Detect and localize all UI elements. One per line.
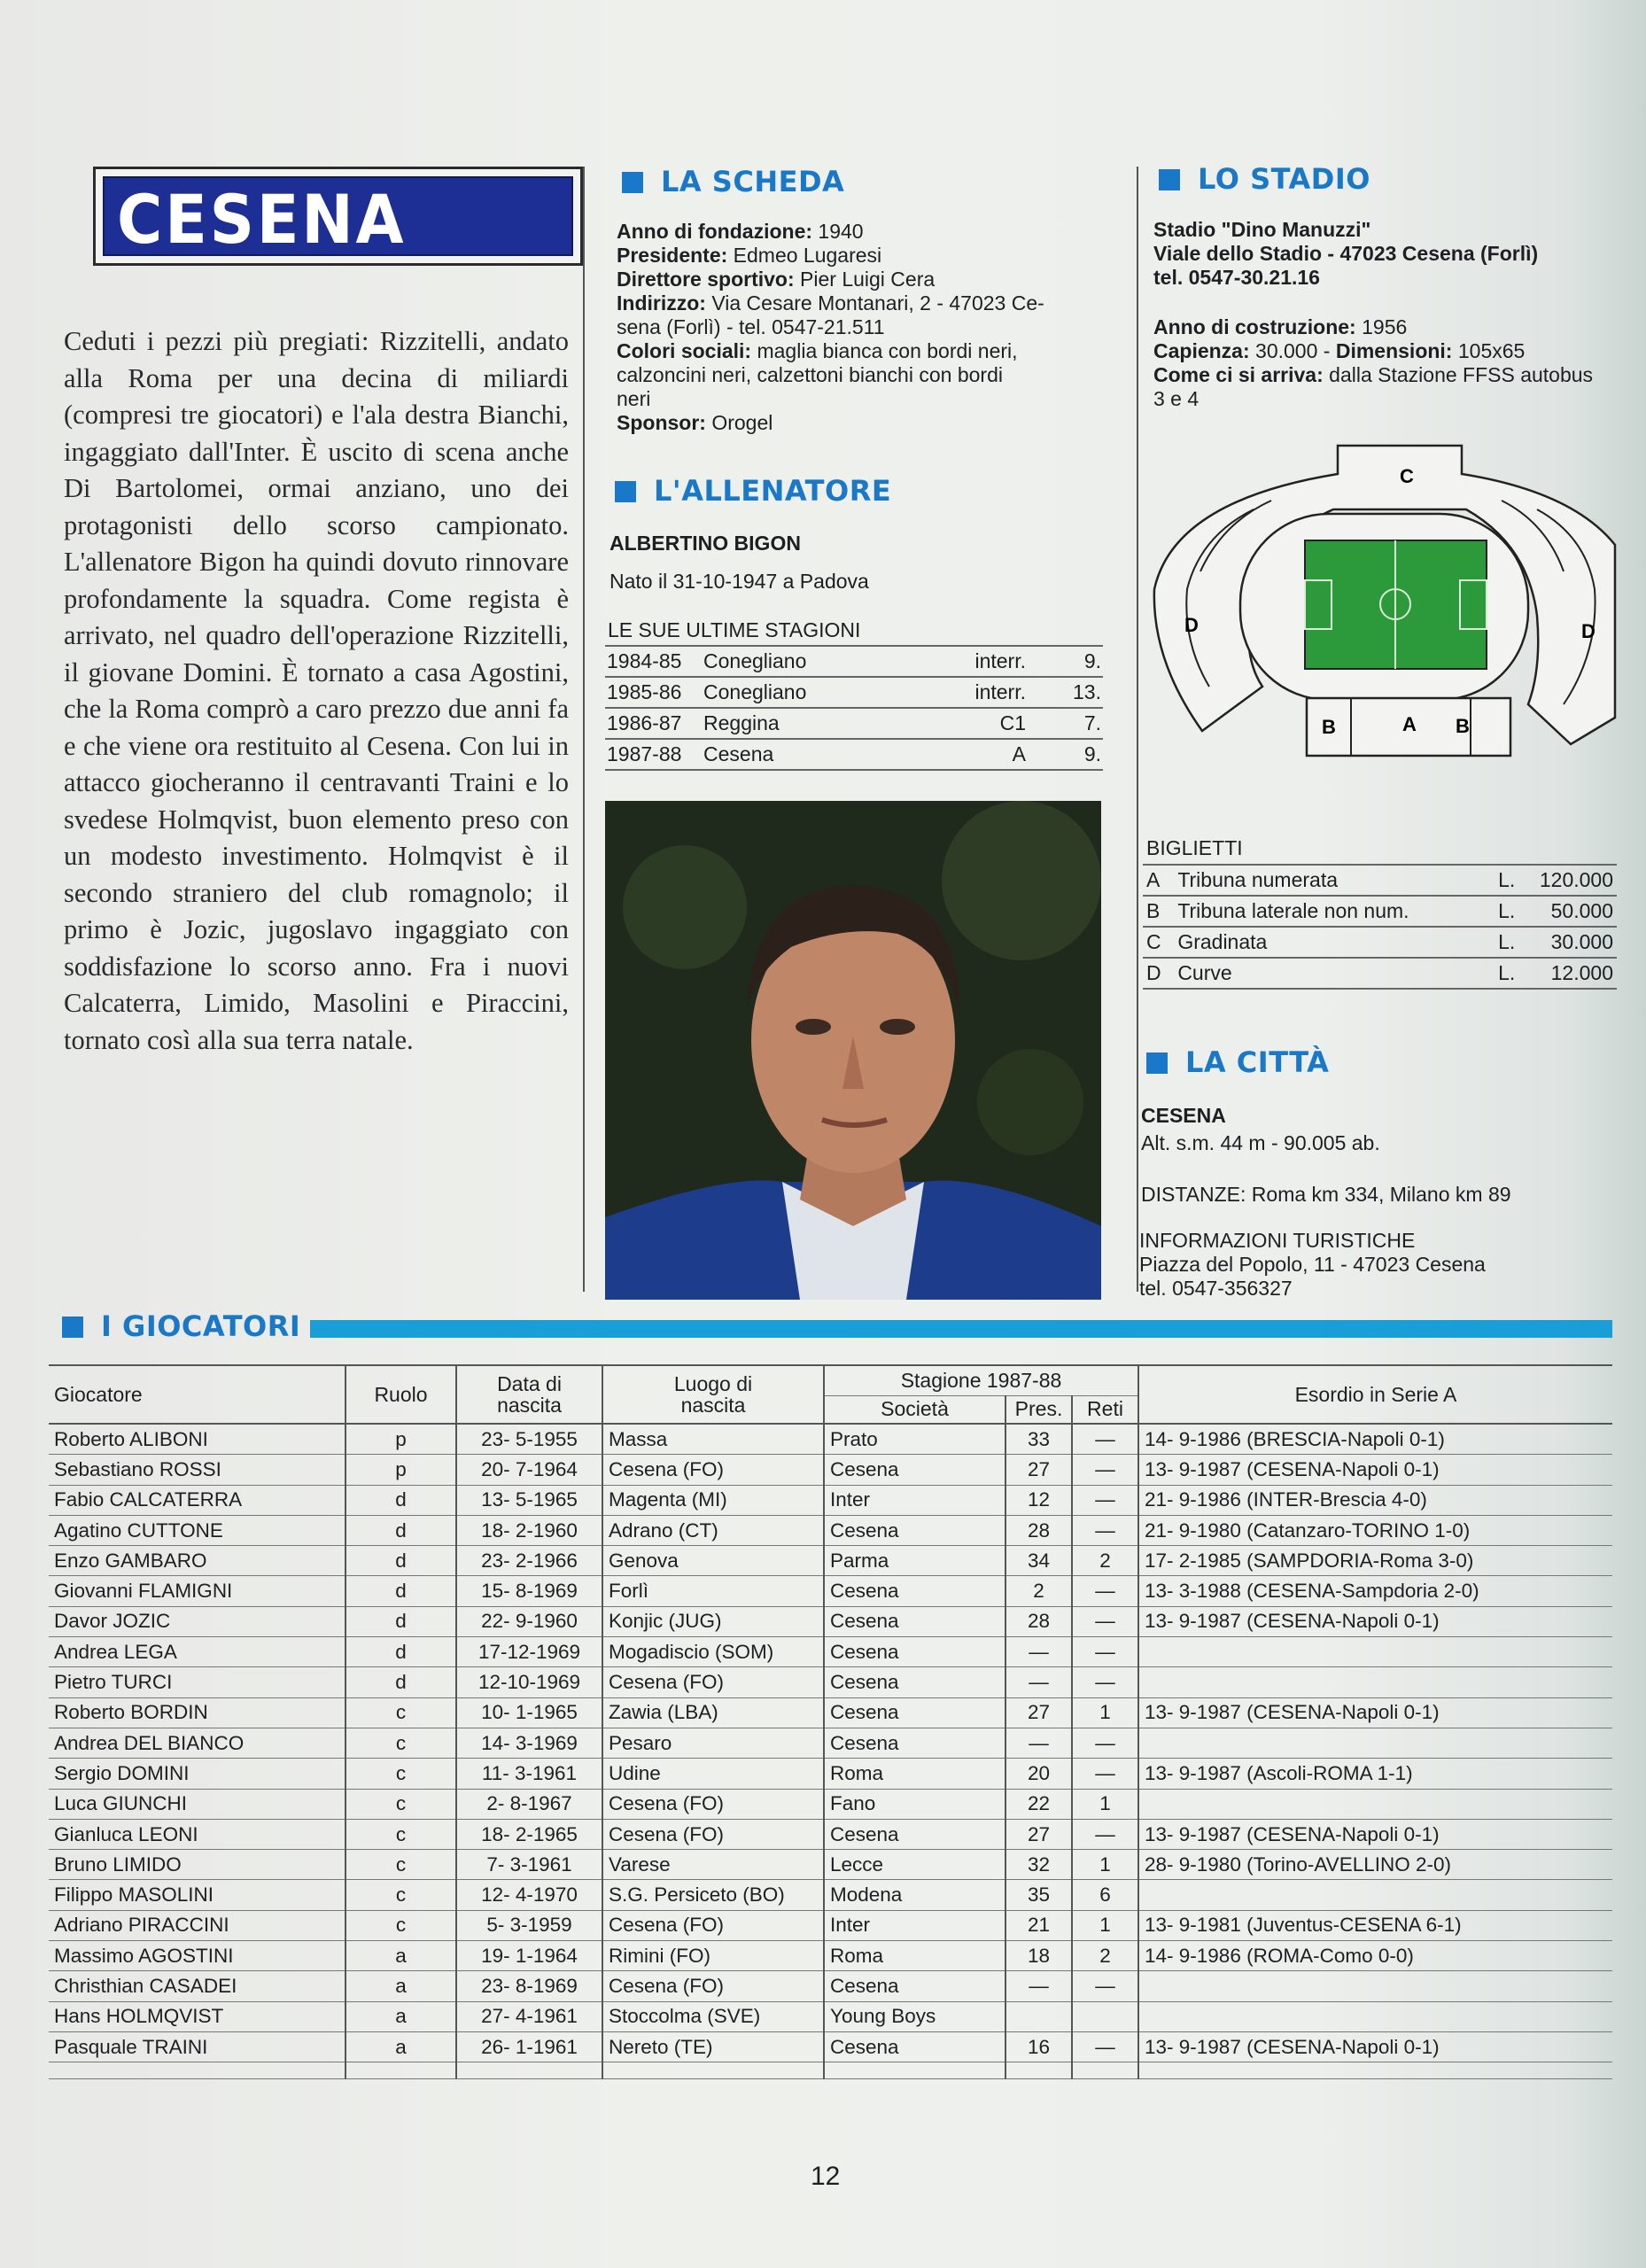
player-debut: 21- 9-1980 (Catanzaro-TORINO 1-0) <box>1138 1515 1612 1545</box>
coach-season-serie: A <box>900 739 1028 770</box>
coach-season-pos: 9. <box>1028 739 1103 770</box>
player-birthplace: Cesena (FO) <box>602 1789 824 1819</box>
player-club: Cesena <box>824 2031 1005 2062</box>
player-role: d <box>346 1515 456 1545</box>
player-name: Enzo GAMBARO <box>49 1546 346 1576</box>
player-goals: — <box>1072 1637 1138 1667</box>
citta-heading: LA CITTÀ <box>1146 1045 1329 1079</box>
player-goals: — <box>1072 1819 1138 1849</box>
coach-season-anno: 1985-86 <box>605 677 702 708</box>
coach-season-row <box>605 646 1103 677</box>
stand-c-label: C <box>1400 465 1414 487</box>
player-birthplace: Udine <box>602 1759 824 1789</box>
player-name: Andrea DEL BIANCO <box>49 1728 346 1758</box>
player-row <box>49 1880 1612 1910</box>
player-birthdate: 18- 2-1965 <box>456 1819 602 1849</box>
player-birthplace: Rimini (FO) <box>602 1941 824 1971</box>
player-birthdate: 15- 8-1969 <box>456 1576 602 1606</box>
team-title-banner <box>103 176 573 259</box>
player-name: Fabio CALCATERRA <box>49 1485 346 1515</box>
player-debut: 28- 9-1980 (Torino-AVELLINO 2-0) <box>1138 1850 1612 1880</box>
player-birthplace: Stoccolma (SVE) <box>602 2001 824 2031</box>
player-apps: 21 <box>1005 1910 1072 1940</box>
player-debut <box>1138 1971 1612 2001</box>
player-goals: — <box>1072 1576 1138 1606</box>
player-birthplace: Genova <box>602 1546 824 1576</box>
ticket-price: 120.000 <box>1536 865 1617 896</box>
player-birthdate: 17-12-1969 <box>456 1637 602 1667</box>
player-club: Inter <box>824 1910 1005 1940</box>
col-esordio: Esordio in Serie A <box>1138 1365 1612 1424</box>
player-name: Davor JOZIC <box>49 1606 346 1636</box>
player-apps: — <box>1005 1728 1072 1758</box>
player-debut <box>1138 1667 1612 1697</box>
player-birthplace: Cesena (FO) <box>602 1455 824 1485</box>
player-debut <box>1138 2001 1612 2031</box>
ticket-row <box>1143 896 1617 927</box>
player-debut: 13- 9-1981 (Juventus-CESENA 6-1) <box>1138 1910 1612 1940</box>
ticket-k: B <box>1143 896 1174 927</box>
player-debut <box>1138 1637 1612 1667</box>
player-apps: — <box>1005 1971 1072 2001</box>
player-goals: — <box>1072 1424 1138 1455</box>
coach-season-anno: 1986-87 <box>605 708 702 739</box>
player-apps: — <box>1005 1667 1072 1697</box>
player-club: Parma <box>824 1546 1005 1576</box>
player-name: Luca GIUNCHI <box>49 1789 346 1819</box>
player-apps: — <box>1005 1637 1072 1667</box>
player-row <box>49 1637 1612 1667</box>
allenatore-heading: L'ALLENATORE <box>615 474 891 508</box>
player-goals: 2 <box>1072 1546 1138 1576</box>
player-goals: — <box>1072 1728 1138 1758</box>
player-birthdate: 5- 3-1959 <box>456 1910 602 1940</box>
team-title: CESENA <box>117 180 407 259</box>
player-birthdate: 10- 1-1965 <box>456 1697 602 1728</box>
player-debut: 13- 9-1987 (CESENA-Napoli 0-1) <box>1138 1455 1612 1485</box>
player-row <box>49 2001 1612 2031</box>
player-goals: 6 <box>1072 1880 1138 1910</box>
player-debut: 21- 9-1986 (INTER-Brescia 4-0) <box>1138 1485 1612 1515</box>
player-name: Sebastiano ROSSI <box>49 1455 346 1485</box>
coach-season-row <box>605 708 1103 739</box>
player-goals: 1 <box>1072 1697 1138 1728</box>
coach-season-serie: interr. <box>900 677 1028 708</box>
player-name: Sergio DOMINI <box>49 1759 346 1789</box>
player-birthdate: 18- 2-1960 <box>456 1515 602 1545</box>
player-club: Cesena <box>824 1576 1005 1606</box>
player-row <box>49 1819 1612 1849</box>
player-birthdate: 22- 9-1960 <box>456 1606 602 1636</box>
player-goals: — <box>1072 1971 1138 2001</box>
col-reti: Reti <box>1072 1395 1138 1424</box>
ticket-name: Tribuna laterale non num. <box>1174 896 1495 927</box>
player-apps: 27 <box>1005 1455 1072 1485</box>
player-role: d <box>346 1637 456 1667</box>
scheda-info: Anno di fondazione: 1940 Presidente: Edmeo Lugaresi Direttore sportivo: Pier Luigi Cera Indirizzo: Via Cesare Montanari, 2 - 47023 Ce- sena (Forlì) - tel. 0547-21.511 Colori sociali: maglia bianca con bordi neri, calzoncini neri, calzettoni bianchi con bordi neri Sponsor: Orogel <box>617 220 1044 434</box>
player-role: a <box>346 2031 456 2062</box>
player-row <box>49 1759 1612 1789</box>
player-debut: 13- 9-1987 (Ascoli-ROMA 1-1) <box>1138 1759 1612 1789</box>
player-birthplace: Massa <box>602 1424 824 1455</box>
player-row <box>49 1971 1612 2001</box>
col-stagione: Stagione 1987-88 <box>824 1365 1138 1395</box>
coach-seasons-table <box>605 645 1103 771</box>
ticket-k: D <box>1143 958 1174 989</box>
player-name: Filippo MASOLINI <box>49 1880 346 1910</box>
ticket-k: A <box>1143 865 1174 896</box>
player-apps: 35 <box>1005 1880 1072 1910</box>
player-birthplace: Cesena (FO) <box>602 1910 824 1940</box>
stand-a-label: A <box>1402 713 1417 735</box>
player-birthplace: Zawia (LBA) <box>602 1697 824 1728</box>
player-club: Fano <box>824 1789 1005 1819</box>
player-goals: 1 <box>1072 1789 1138 1819</box>
player-club: Cesena <box>824 1697 1005 1728</box>
player-goals: — <box>1072 1759 1138 1789</box>
player-role: c <box>346 1850 456 1880</box>
player-row <box>49 1485 1612 1515</box>
section-square-icon <box>615 481 636 502</box>
city-name: CESENA <box>1141 1104 1226 1127</box>
player-birthdate: 27- 4-1961 <box>456 2001 602 2031</box>
player-birthplace: Adrano (CT) <box>602 1515 824 1545</box>
player-club: Lecce <box>824 1850 1005 1880</box>
col-data: Data di nascita <box>456 1365 602 1424</box>
player-name: Gianluca LEONI <box>49 1819 346 1849</box>
player-goals: 2 <box>1072 1941 1138 1971</box>
ticket-price: 30.000 <box>1536 927 1617 958</box>
player-club: Cesena <box>824 1515 1005 1545</box>
player-goals: 1 <box>1072 1910 1138 1940</box>
player-name: Christhian CASADEI <box>49 1971 346 2001</box>
coach-season-club: Cesena <box>702 739 900 770</box>
player-row <box>49 1667 1612 1697</box>
player-role: a <box>346 2001 456 2031</box>
city-altitude: Alt. s.m. 44 m - 90.005 ab. <box>1141 1131 1380 1154</box>
player-apps: 27 <box>1005 1697 1072 1728</box>
player-apps: 32 <box>1005 1850 1072 1880</box>
player-apps: 28 <box>1005 1515 1072 1545</box>
player-role: d <box>346 1576 456 1606</box>
player-debut <box>1138 1880 1612 1910</box>
player-apps: 16 <box>1005 2031 1072 2062</box>
giocatori-heading: I GIOCATORI <box>62 1309 300 1343</box>
ticket-cur: L. <box>1495 896 1536 927</box>
ticket-row <box>1143 958 1617 989</box>
player-row <box>49 1941 1612 1971</box>
player-goals: — <box>1072 1667 1138 1697</box>
player-role: d <box>346 1546 456 1576</box>
player-debut: 13- 9-1987 (CESENA-Napoli 0-1) <box>1138 1697 1612 1728</box>
coach-season-pos: 13. <box>1028 677 1103 708</box>
ticket-cur: L. <box>1495 958 1536 989</box>
coach-season-serie: C1 <box>900 708 1028 739</box>
player-name: Bruno LIMIDO <box>49 1850 346 1880</box>
player-role: p <box>346 1455 456 1485</box>
tickets-title: BIGLIETTI <box>1146 836 1243 859</box>
player-birthdate: 26- 1-1961 <box>456 2031 602 2062</box>
coach-season-club: Conegliano <box>702 677 900 708</box>
player-birthdate: 12-10-1969 <box>456 1667 602 1697</box>
ticket-row <box>1143 927 1617 958</box>
player-club: Cesena <box>824 1637 1005 1667</box>
player-goals: 1 <box>1072 1850 1138 1880</box>
player-birthdate: 7- 3-1961 <box>456 1850 602 1880</box>
player-role: c <box>346 1697 456 1728</box>
team-title-box <box>93 167 583 266</box>
player-row <box>49 1576 1612 1606</box>
player-role: d <box>346 1606 456 1636</box>
section-square-icon <box>622 172 643 193</box>
player-row-empty <box>49 2062 1612 2079</box>
stadio-heading: LO STADIO <box>1159 162 1370 196</box>
player-birthplace: Cesena (FO) <box>602 1971 824 2001</box>
player-birthplace: Pesaro <box>602 1728 824 1758</box>
stadium-map <box>1147 439 1621 766</box>
coach-photo <box>605 801 1101 1300</box>
player-birthplace: Cesena (FO) <box>602 1819 824 1849</box>
stadio-details: Anno di costruzione: 1956 Capienza: 30.000 - Dimensioni: 105x65 Come ci si arriva: dalla Stazione FFSS autobus 3 e 4 <box>1153 315 1594 410</box>
coach-season-anno: 1987-88 <box>605 739 702 770</box>
player-apps <box>1005 2001 1072 2031</box>
coach-season-row <box>605 677 1103 708</box>
ticket-name: Curve <box>1174 958 1495 989</box>
page-number: 12 <box>811 2162 841 2191</box>
stand-d-left-label: D <box>1184 614 1199 636</box>
player-debut: 17- 2-1985 (SAMPDORIA-Roma 3-0) <box>1138 1546 1612 1576</box>
player-name: Adriano PIRACCINI <box>49 1910 346 1940</box>
coach-season-anno: 1984-85 <box>605 646 702 677</box>
player-club: Young Boys <box>824 2001 1005 2031</box>
col-societa: Società <box>824 1395 1005 1424</box>
column-divider-1 <box>583 167 585 1292</box>
city-distances: DISTANZE: Roma km 334, Milano km 89 <box>1141 1183 1511 1206</box>
player-club: Roma <box>824 1759 1005 1789</box>
player-club: Modena <box>824 1880 1005 1910</box>
player-club: Roma <box>824 1941 1005 1971</box>
player-club: Cesena <box>824 1455 1005 1485</box>
player-club: Cesena <box>824 1971 1005 2001</box>
player-row <box>49 1728 1612 1758</box>
player-role: c <box>346 1910 456 1940</box>
player-debut: 13- 9-1987 (CESENA-Napoli 0-1) <box>1138 1819 1612 1849</box>
player-birthplace: S.G. Persiceto (BO) <box>602 1880 824 1910</box>
player-club: Cesena <box>824 1819 1005 1849</box>
stand-b-right-label: B <box>1456 715 1470 737</box>
player-birthdate: 2- 8-1967 <box>456 1789 602 1819</box>
ticket-row <box>1143 865 1617 896</box>
player-name: Pasquale TRAINI <box>49 2031 346 2062</box>
player-club: Cesena <box>824 1728 1005 1758</box>
ticket-cur: L. <box>1495 865 1536 896</box>
player-debut: 14- 9-1986 (ROMA-Como 0-0) <box>1138 1941 1612 1971</box>
giocatori-heading-bar <box>310 1320 1612 1338</box>
player-club: Prato <box>824 1424 1005 1455</box>
section-square-icon <box>1146 1052 1168 1074</box>
scheda-heading: LA SCHEDA <box>622 165 844 198</box>
player-debut: 13- 9-1987 (CESENA-Napoli 0-1) <box>1138 1606 1612 1636</box>
player-goals: — <box>1072 1515 1138 1545</box>
player-birthdate: 23- 2-1966 <box>456 1546 602 1576</box>
player-birthdate: 14- 3-1969 <box>456 1728 602 1758</box>
player-goals: — <box>1072 1606 1138 1636</box>
player-role: c <box>346 1728 456 1758</box>
player-debut <box>1138 1789 1612 1819</box>
ticket-k: C <box>1143 927 1174 958</box>
player-apps: 27 <box>1005 1819 1072 1849</box>
player-birthdate: 23- 5-1955 <box>456 1424 602 1455</box>
player-row <box>49 1546 1612 1576</box>
player-birthdate: 13- 5-1965 <box>456 1485 602 1515</box>
player-role: d <box>346 1667 456 1697</box>
coach-season-pos: 7. <box>1028 708 1103 739</box>
player-goals: — <box>1072 1455 1138 1485</box>
player-row <box>49 1606 1612 1636</box>
player-club: Cesena <box>824 1667 1005 1697</box>
ticket-price: 12.000 <box>1536 958 1617 989</box>
stand-b-left-label: B <box>1322 716 1336 738</box>
player-row <box>49 1697 1612 1728</box>
col-ruolo: Ruolo <box>346 1365 456 1424</box>
player-goals: — <box>1072 1485 1138 1515</box>
player-role: c <box>346 1789 456 1819</box>
player-debut <box>1138 1728 1612 1758</box>
player-role: c <box>346 1819 456 1849</box>
player-role: c <box>346 1759 456 1789</box>
player-apps: 2 <box>1005 1576 1072 1606</box>
col-luogo: Luogo di nascita <box>602 1365 824 1424</box>
player-club: Inter <box>824 1485 1005 1515</box>
player-apps: 28 <box>1005 1606 1072 1636</box>
tickets-table <box>1143 864 1617 990</box>
player-row <box>49 1515 1612 1545</box>
player-row <box>49 2031 1612 2062</box>
player-row <box>49 1910 1612 1940</box>
player-name: Giovanni FLAMIGNI <box>49 1576 346 1606</box>
col-giocatore: Giocatore <box>49 1365 346 1424</box>
player-apps: 33 <box>1005 1424 1072 1455</box>
player-role: d <box>346 1485 456 1515</box>
players-table <box>49 1364 1612 2079</box>
player-birthplace: Forlì <box>602 1576 824 1606</box>
col-pres: Pres. <box>1005 1395 1072 1424</box>
player-debut: 14- 9-1986 (BRESCIA-Napoli 0-1) <box>1138 1424 1612 1455</box>
player-birthplace: Cesena (FO) <box>602 1667 824 1697</box>
player-role: c <box>346 1880 456 1910</box>
player-apps: 34 <box>1005 1546 1072 1576</box>
player-row <box>49 1850 1612 1880</box>
coach-season-pos: 9. <box>1028 646 1103 677</box>
coach-seasons-title: LE SUE ULTIME STAGIONI <box>608 618 861 641</box>
coach-name: ALBERTINO BIGON <box>609 532 801 555</box>
intro-text: Ceduti i pezzi più pregiati: Rizzitelli, andato alla Roma per una decina di miliardi (compresi tre giocatori) e l'ala destra Bianchi, ingaggiato dall'Inter. È uscito di scena anche Di Bartolomei, ormai anziano, uno dei protagonisti dello scorso campionato. L'allenatore Bigon ha quindi dovuto rinnovare profondamente la squadra. Come regista è arrivato, nel quadro dell'operazione Rizzitelli, il giovane Domini. È tornato a casa Agostini, che la Roma comprò a caro prezzo due anni fa e che viene ora restituito al Cesena. Con lui in attacco giocheranno il centravanti Traini e lo svedese Holmqvist, buon elemento preso con un modesto investimento. Holmqvist è il secondo straniero del club romagnolo; il primo è Jozic, jugoslavo ingaggiato con soddisfazione lo scorso anno. Fra i nuovi Calcaterra, Limido, Masolini e Piraccini, tornato così alla sua terra natale. <box>64 326 569 1055</box>
player-apps: 12 <box>1005 1485 1072 1515</box>
player-birthplace: Varese <box>602 1850 824 1880</box>
coach-season-row <box>605 739 1103 770</box>
player-club: Cesena <box>824 1606 1005 1636</box>
player-name: Roberto BORDIN <box>49 1697 346 1728</box>
player-name: Massimo AGOSTINI <box>49 1941 346 1971</box>
column-divider-2 <box>1137 167 1138 1292</box>
player-goals <box>1072 2001 1138 2031</box>
player-birthplace: Nereto (TE) <box>602 2031 824 2062</box>
stand-d-right-label: D <box>1581 620 1596 642</box>
player-role: a <box>346 1971 456 2001</box>
ticket-cur: L. <box>1495 927 1536 958</box>
player-row <box>49 1789 1612 1819</box>
player-birthdate: 20- 7-1964 <box>456 1455 602 1485</box>
player-name: Roberto ALIBONI <box>49 1424 346 1455</box>
player-birthdate: 12- 4-1970 <box>456 1880 602 1910</box>
section-square-icon <box>62 1317 83 1338</box>
player-row <box>49 1424 1612 1455</box>
ticket-name: Gradinata <box>1174 927 1495 958</box>
coach-season-club: Conegliano <box>702 646 900 677</box>
coach-born: Nato il 31-10-1947 a Padova <box>609 570 869 593</box>
player-apps: 18 <box>1005 1941 1072 1971</box>
player-birthdate: 19- 1-1964 <box>456 1941 602 1971</box>
coach-season-serie: interr. <box>900 646 1028 677</box>
player-name: Hans HOLMQVIST <box>49 2001 346 2031</box>
player-name: Andrea LEGA <box>49 1637 346 1667</box>
city-tourist-info: INFORMAZIONI TURISTICHE Piazza del Popolo, 11 - 47023 Cesena tel. 0547-356327 <box>1139 1229 1486 1300</box>
player-name: Agatino CUTTONE <box>49 1515 346 1545</box>
stadio-address: Stadio "Dino Manuzzi" Viale dello Stadio - 47023 Cesena (Forlì) tel. 0547-30.21.16 <box>1153 218 1539 289</box>
player-role: a <box>346 1941 456 1971</box>
player-apps: 22 <box>1005 1789 1072 1819</box>
player-row <box>49 1455 1612 1485</box>
player-birthplace: Konjic (JUG) <box>602 1606 824 1636</box>
player-birthdate: 23- 8-1969 <box>456 1971 602 2001</box>
player-apps: 20 <box>1005 1759 1072 1789</box>
section-square-icon <box>1159 169 1180 190</box>
player-birthplace: Magenta (MI) <box>602 1485 824 1515</box>
player-birthdate: 11- 3-1961 <box>456 1759 602 1789</box>
player-debut: 13- 9-1987 (CESENA-Napoli 0-1) <box>1138 2031 1612 2062</box>
player-birthplace: Mogadiscio (SOM) <box>602 1637 824 1667</box>
ticket-name: Tribuna numerata <box>1174 865 1495 896</box>
player-role: p <box>346 1424 456 1455</box>
player-name: Pietro TURCI <box>49 1667 346 1697</box>
player-debut: 13- 3-1988 (CESENA-Sampdoria 2-0) <box>1138 1576 1612 1606</box>
ticket-price: 50.000 <box>1536 896 1617 927</box>
coach-season-club: Reggina <box>702 708 900 739</box>
player-goals: — <box>1072 2031 1138 2062</box>
